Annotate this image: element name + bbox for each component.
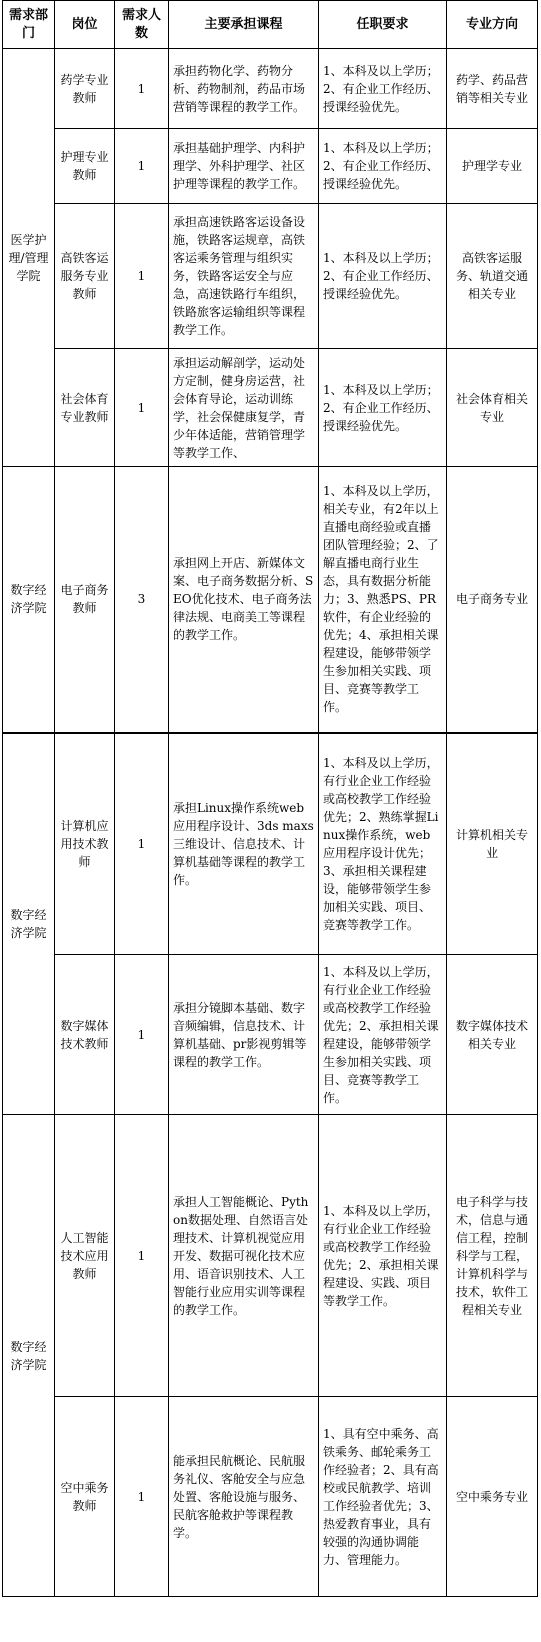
header-requirements: 任职要求 [319, 1, 447, 49]
requirements-cell: 1、具有空中乘务、高铁乘务、邮轮乘务工作经验者；2、具有高校或民航教学、培训工作经验者优先；3、热爱教育事业，具有较强的沟通协调能力、管理能力。 [319, 1397, 447, 1597]
position-cell: 数字媒体技术教师 [55, 955, 115, 1115]
courses-cell: 承担网上开店、新媒体文案、电子商务数据分析、SEO优化技术、电子商务法律法规、电商美工等课程的教学工作。 [169, 467, 319, 733]
department-cell: 数字经济学院 [3, 1115, 55, 1597]
position-cell: 高铁客运服务专业教师 [55, 204, 115, 349]
table-row [3, 49, 538, 129]
requirements-cell: 1、本科及以上学历；2、有企业工作经历、授课经验优先。 [319, 204, 447, 349]
table-row [3, 733, 538, 955]
major-cell: 空中乘务专业 [447, 1397, 538, 1597]
position-cell: 空中乘务教师 [55, 1397, 115, 1597]
major-cell: 社会体育相关专业 [447, 349, 538, 467]
count-cell: 1 [115, 349, 169, 467]
count-cell: 1 [115, 49, 169, 129]
department-cell: 数字经济学院 [3, 467, 55, 733]
table-row [3, 129, 538, 204]
table-row [3, 349, 538, 467]
count-cell: 1 [115, 733, 169, 955]
header-department: 需求部门 [3, 1, 55, 49]
count-cell: 1 [115, 204, 169, 349]
courses-cell: 承担高速铁路客运设备设施，铁路客运规章，高铁客运乘务管理与组织实务，铁路客运安全与应急，高速铁路行车组织，铁路旅客运输组织等课程教学工作。 [169, 204, 319, 349]
header-major: 专业方向 [447, 1, 538, 49]
count-cell: 1 [115, 129, 169, 204]
position-cell: 计算机应用技术教师 [55, 733, 115, 955]
courses-cell: 承担药物化学、药物分析、药物制剂，药品市场营销等课程的教学工作。 [169, 49, 319, 129]
requirements-cell: 1、本科及以上学历；2、有企业工作经历、授课经验优先。 [319, 349, 447, 467]
major-cell: 数字媒体技术相关专业 [447, 955, 538, 1115]
header-courses: 主要承担课程 [169, 1, 319, 49]
courses-cell: 承担运动解剖学，运动处方定制，健身房运营，社会体育导论，运动训练学，社会保健康复学，青少年体适能，营销管理学等教学工作、 [169, 349, 319, 467]
table-row [3, 955, 538, 1115]
requirements-cell: 1、本科及以上学历，有行业企业工作经验或高校教学工作经验优先；2、承担相关课程建设，能够带领学生参加相关实践、项目、竞赛等教学工作。 [319, 955, 447, 1115]
major-cell: 护理学专业 [447, 129, 538, 204]
requirements-cell: 1、本科及以上学历，有行业企业工作经验或高校教学工作经验优先；2、承担相关课程建设、实践、项目等教学工作。 [319, 1115, 447, 1397]
major-cell: 计算机相关专业 [447, 733, 538, 955]
requirements-cell: 1、本科及以上学历；2、有企业工作经历、授课经验优先。 [319, 129, 447, 204]
position-cell: 药学专业教师 [55, 49, 115, 129]
count-cell: 1 [115, 1115, 169, 1397]
courses-cell: 承担Linux操作系统web应用程序设计、3ds maxs三维设计、信息技术、计算机基础等课程的教学工作。 [169, 733, 319, 955]
table-row [3, 1115, 538, 1397]
courses-cell: 承担分镜脚本基础、数字音频编辑，信息技术、计算机基础、pr影视剪辑等课程的教学工作。 [169, 955, 319, 1115]
department-cell: 医学护理/管理学院 [3, 49, 55, 467]
major-cell: 高铁客运服务、轨道交通相关专业 [447, 204, 538, 349]
courses-cell: 能承担民航概论、民航服务礼仪、客舱安全与应急处置、客舱设施与服务、民航客舱救护等课程教学。 [169, 1397, 319, 1597]
position-cell: 电子商务教师 [55, 467, 115, 733]
courses-cell: 承担基础护理学、内科护理学、外科护理学、社区护理等课程的教学工作。 [169, 129, 319, 204]
major-cell: 药学、药品营销等相关专业 [447, 49, 538, 129]
position-cell: 社会体育专业教师 [55, 349, 115, 467]
table-row [3, 467, 538, 733]
major-cell: 电子科学与技术，信息与通信工程，控制科学与工程，计算机科学与技术，软件工程相关专业 [447, 1115, 538, 1397]
header-position: 岗位 [55, 1, 115, 49]
major-cell: 电子商务专业 [447, 467, 538, 733]
count-cell: 3 [115, 467, 169, 733]
header-row [3, 1, 538, 49]
table-row [3, 204, 538, 349]
department-cell: 数字经济学院 [3, 733, 55, 1115]
requirements-cell: 1、本科及以上学历；2、有企业工作经历、授课经验优先。 [319, 49, 447, 129]
count-cell: 1 [115, 1397, 169, 1597]
recruitment-table [2, 0, 538, 1597]
count-cell: 1 [115, 955, 169, 1115]
position-cell: 护理专业教师 [55, 129, 115, 204]
position-cell: 人工智能技术应用教师 [55, 1115, 115, 1397]
header-count: 需求人数 [115, 1, 169, 49]
requirements-cell: 1、本科及以上学历，相关专业，有2年以上直播电商经验或直播团队管理经验；2、了解直播电商行业生态，具有数据分析能力；3、熟悉PS、PR软件，有企业经验的优先；4、承担相关课程建设，能够带领学生参加相关实践、项目、竞赛等教学工作。 [319, 467, 447, 733]
table-row [3, 1397, 538, 1597]
requirements-cell: 1、本科及以上学历，有行业企业工作经验或高校教学工作经验优先；2、熟练掌握Linux操作系统，web应用程序设计优先；3、承担相关课程建设，能够带领学生参加相关实践、项目、竞赛等教学工作。 [319, 733, 447, 955]
courses-cell: 承担人工智能概论、Python数据处理、自然语言处理技术、计算机视觉应用开发、数据可视化技术应用、语音识别技术、人工智能行业应用实训等课程的教学工作。 [169, 1115, 319, 1397]
